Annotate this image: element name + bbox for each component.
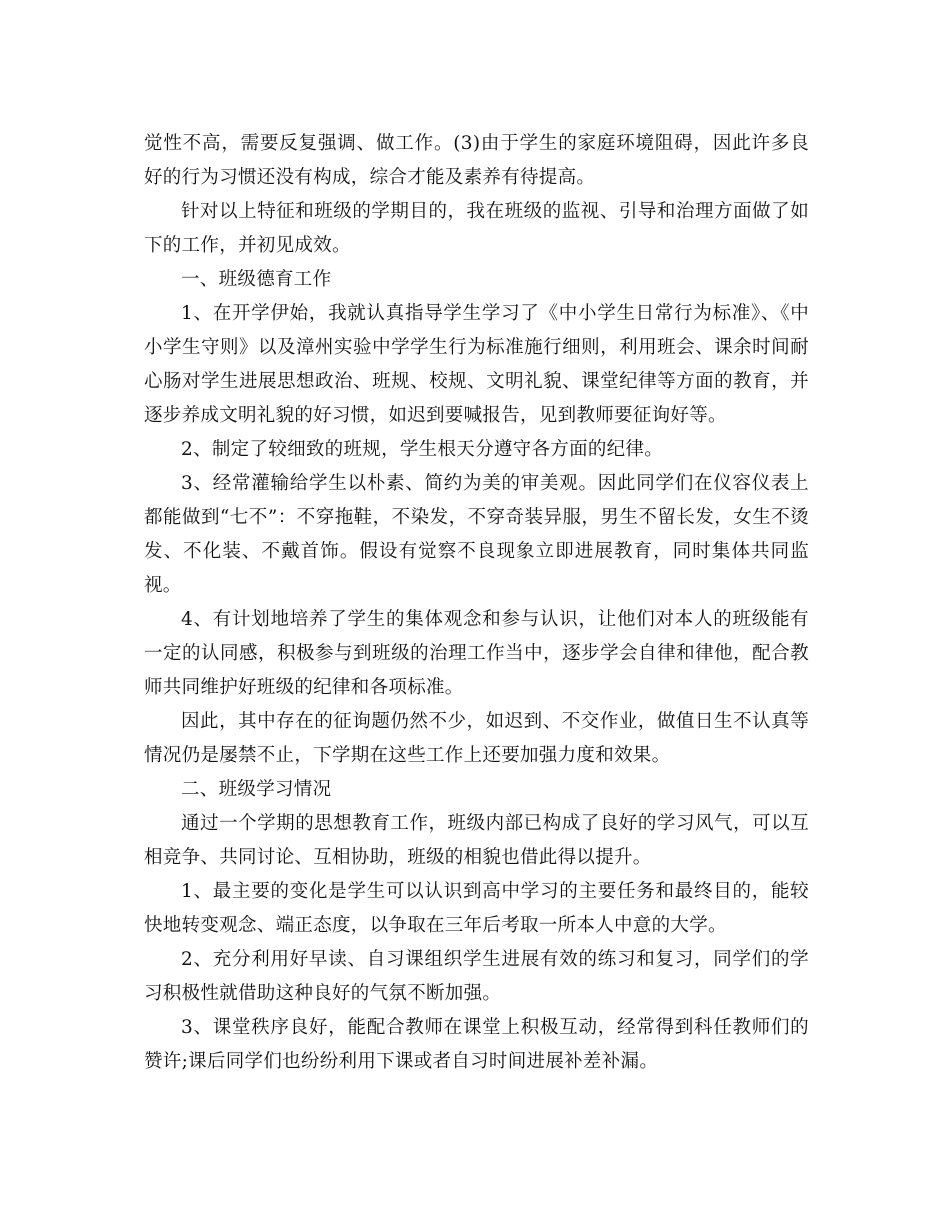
paragraph-continuation: 觉性不高，需要反复强调、做工作。(3)由于学生的家庭环境阻碍，因此许多良好的行为习惯还没有构成，综合才能及素养有待提高。 (144, 133, 809, 188)
section-heading-study-situation: 二、班级学习情况 (181, 779, 332, 800)
paragraph-intro: 针对以上特征和班级的学期目的，我在班级的监视、引导和治理方面做了如下的工作，并初见成效。 (144, 201, 809, 256)
paragraph-moral-2: 2、制定了较细致的班规，学生根天分遵守各方面的纪律。 (181, 439, 664, 460)
paragraph-study-2: 2、充分利用好早读、自习课组织学生进展有效的练习和复习，同学们的学习积极性就借助这种良好的气氛不断加强。 (144, 949, 809, 1004)
paragraph-moral-1: 1、在开学伊始，我就认真指导学生学习了《中小学生日常行为标准》、《中小学生守则》以及漳州实验中学学生行为标准施行细则，利用班会、课余时间耐心肠对学生进展思想政治、班规、校规、文明礼貌、课堂纪律等方面的教育，并逐步养成文明礼貌的好习惯，如迟到要喊报告，见到教师要征询好等。 (144, 303, 809, 426)
paragraph-moral-4: 4、有计划地培养了学生的集体观念和参与认识，让他们对本人的班级能有一定的认同感，积极参与到班级的治理工作当中，逐步学会自律和律他，配合教师共同维护好班级的纪律和各项标准。 (144, 609, 809, 698)
document-body (144, 127, 809, 1079)
paragraph-study-3: 3、课堂秩序良好，能配合教师在课堂上积极互动，经常得到科任教师们的赞许;课后同学们也纷纷利用下课或者自习时间进展补差补漏。 (144, 1017, 809, 1072)
section-heading-moral-education: 一、班级德育工作 (181, 269, 332, 290)
paragraph-study-intro: 通过一个学期的思想教育工作，班级内部已构成了良好的学习风气，可以互相竞争、共同讨论、互相协助，班级的相貌也借此得以提升。 (144, 813, 809, 868)
paragraph-moral-3: 3、经常灌输给学生以朴素、简约为美的审美观。因此同学们在仪容仪表上都能做到“七不”：不穿拖鞋，不染发，不穿奇装异服，男生不留长发，女生不烫发、不化装、不戴首饰。假设有觉察不良现象立即进展教育，同时集体共同监视。 (144, 473, 809, 596)
paragraph-study-1: 1、最主要的变化是学生可以认识到高中学习的主要任务和最终目的，能较快地转变观念、端正态度，以争取在三年后考取一所本人中意的大学。 (144, 881, 809, 936)
paragraph-moral-issues: 因此，其中存在的征询题仍然不少，如迟到、不交作业，做值日生不认真等情况仍是屡禁不止，下学期在这些工作上还要加强力度和效果。 (144, 711, 809, 766)
